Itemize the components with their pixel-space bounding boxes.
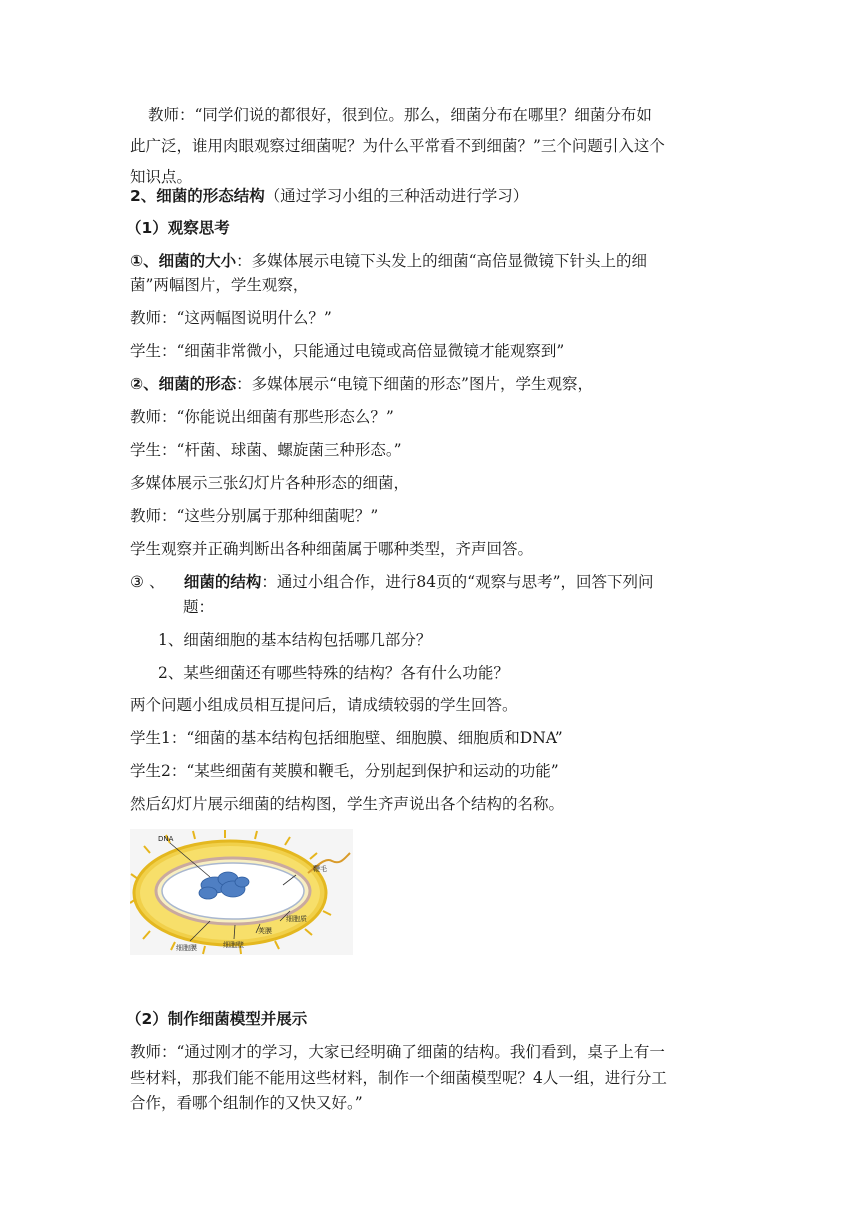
student-answer-2: 学生：“杆菌、球菌、螺旋菌三种形态。” [130, 441, 402, 459]
bacterium-structure-figure [130, 829, 353, 955]
teacher-question-3: 教师：“这些分别属于那种细菌呢？” [130, 507, 379, 525]
structure-separator: 、 [149, 573, 165, 591]
structure-question-1: 1、细菌细胞的基本结构包括哪几部分？ [158, 631, 432, 649]
intro-line-1: 教师：“同学们说的都很好，很到位。那么，细菌分布在哪里？细菌分布如 [148, 106, 652, 124]
subheading-make-model: （2）制作细菌模型并展示 [126, 1010, 308, 1028]
subheading-observe-think: （1）观察思考 [126, 219, 230, 237]
structure-label: 细菌的结构 [183, 573, 262, 591]
slide-structure-line: 然后幻灯片展示细菌的结构图，学生齐声说出各个结构的名称。 [130, 795, 565, 813]
label-cytoplasm: 细胞质 [286, 915, 307, 923]
model-line-3: 合作，看哪个组制作的又快又好。” [130, 1094, 363, 1112]
size-label: ①、细菌的大小 [130, 252, 237, 270]
size-line-2: 菌”两幅图片，学生观察， [130, 276, 309, 294]
label-capsule: 荚膜 [258, 927, 272, 935]
structure-number: ③ [130, 573, 144, 591]
size-text: ：多媒体展示电镜下头发上的细菌“高倍显微镜下针头上的细 [236, 252, 648, 270]
label-cell-membrane: 细胞膜 [176, 944, 197, 952]
shape-label: ②、细菌的形态 [130, 375, 237, 393]
label-cell-wall: 细胞壁 [223, 941, 244, 949]
student-1-answer: 学生1：“细菌的基本结构包括细胞壁、细胞膜、细胞质和DNA” [130, 729, 563, 747]
student-answer-1: 学生：“细菌非常微小，只能通过电镜或高倍显微镜才能观察到” [130, 342, 565, 360]
intro-line-2: 此广泛，谁用肉眼观察过细菌呢？为什么平常看不到细菌？”三个问题引入这个 [130, 137, 665, 155]
model-line-1: 教师：“通过刚才的学习，大家已经明确了细菌的结构。我们看到，桌子上有一 [130, 1043, 665, 1061]
model-line-2: 些材料，那我们能不能用这些材料，制作一个细菌模型呢？4人一组，进行分工 [130, 1069, 667, 1087]
label-dna: DNA [158, 835, 174, 843]
group-discussion-line: 两个问题小组成员相互提问后，请成绩较弱的学生回答。 [130, 696, 518, 714]
shape-text: ：多媒体展示“电镜下细菌的形态”图片，学生观察， [236, 375, 593, 393]
section-heading-bold: 2、细菌的形态结构 [130, 187, 265, 205]
teacher-question-1: 教师：“这两幅图说明什么？” [130, 309, 332, 327]
label-flagellum: 鞭毛 [313, 865, 327, 873]
structure-line-2: 题： [183, 598, 215, 616]
intro-line-3: 知识点。 [130, 168, 193, 186]
section-heading-morphology [130, 181, 745, 212]
structure-question-2: 2、某些细菌还有哪些特殊的结构？各有什么功能？ [158, 664, 509, 682]
shape-line [130, 369, 745, 400]
slides-line: 多媒体展示三张幻灯片各种形态的细菌， [130, 474, 410, 492]
student-2-answer: 学生2：“某些细菌有荚膜和鞭毛，分别起到保护和运动的功能” [130, 762, 559, 780]
student-answer-3: 学生观察并正确判断出各种细菌属于哪种类型，齐声回答。 [130, 540, 534, 558]
section-heading-note: （通过学习小组的三种活动进行学习） [264, 187, 529, 205]
teacher-question-2: 教师：“你能说出细菌有那些形态么？” [130, 408, 394, 426]
structure-text: ：通过小组合作，进行84页的“观察与思考”，回答下列问 [261, 573, 654, 591]
